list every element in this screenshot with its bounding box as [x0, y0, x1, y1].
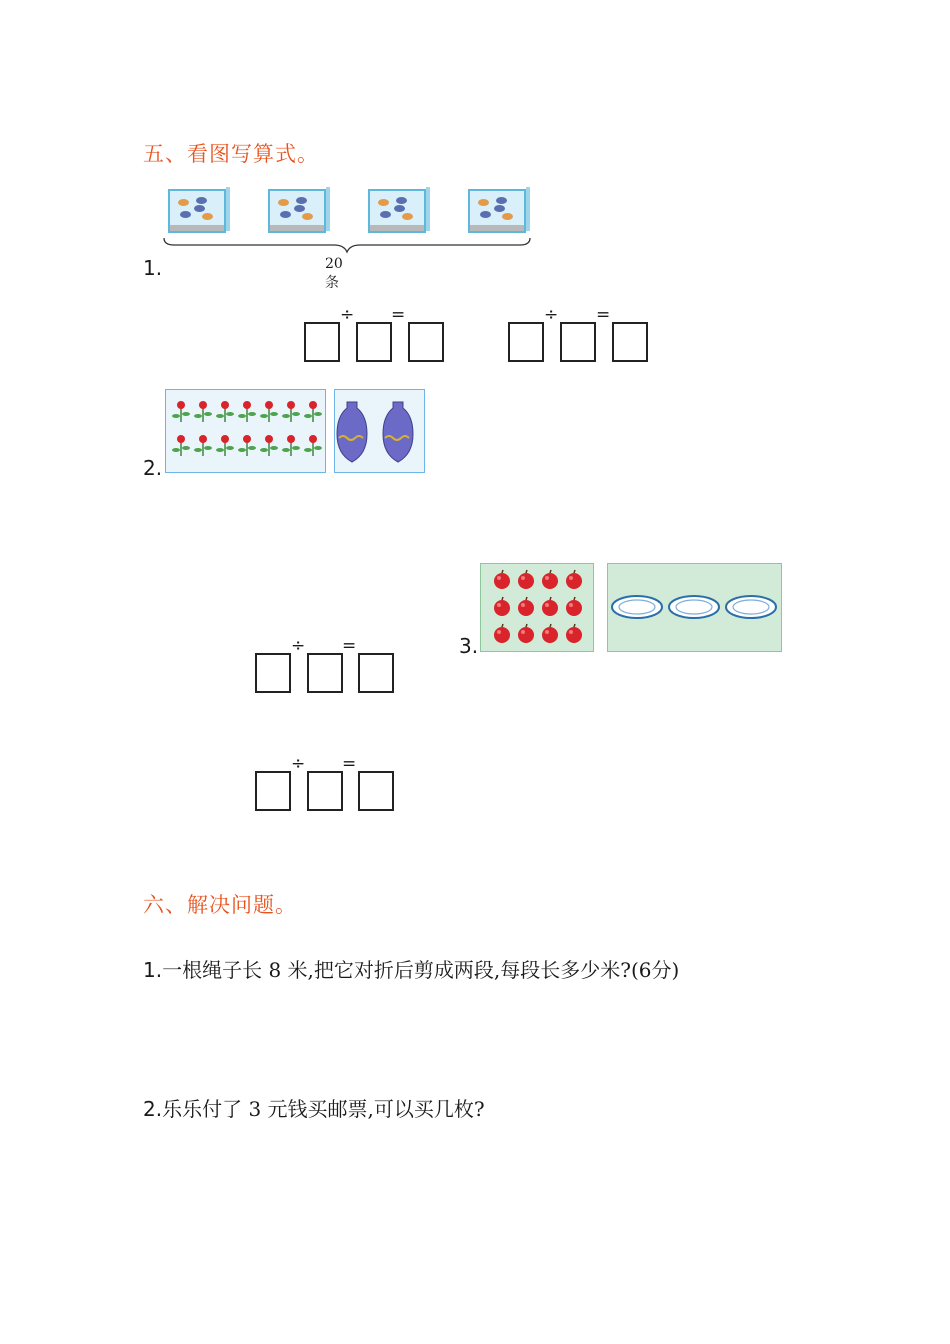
answer-box[interactable]	[612, 322, 648, 362]
problem-1-number: 1.	[143, 958, 163, 982]
equals-sign: =	[596, 305, 611, 325]
answer-box[interactable]	[358, 771, 394, 811]
divide-sign: ÷	[291, 754, 306, 774]
brace-icon	[162, 236, 532, 254]
answer-box[interactable]	[560, 322, 596, 362]
divide-sign: ÷	[291, 636, 306, 656]
q2-number: 2.	[143, 456, 163, 480]
q1-number: 1.	[143, 256, 163, 280]
problem-1	[143, 954, 679, 983]
plate-icon	[608, 564, 781, 651]
apple-icon	[481, 564, 593, 651]
apples-panel	[480, 563, 594, 652]
problem-2-text: 乐乐付了 3 元钱买邮票,可以买几枚?	[162, 1097, 485, 1121]
q3-number: 3.	[459, 634, 479, 658]
fish-tank-icon	[368, 189, 426, 233]
answer-box[interactable]	[304, 322, 340, 362]
fish-tank-icon	[268, 189, 326, 233]
vase-icon	[335, 390, 424, 472]
answer-box[interactable]	[408, 322, 444, 362]
answer-box[interactable]	[255, 653, 291, 693]
answer-box[interactable]	[508, 322, 544, 362]
divide-sign: ÷	[340, 305, 355, 325]
fish-tank-icon	[468, 189, 526, 233]
section6-title: 六、解决问题。	[143, 893, 297, 917]
answer-box[interactable]	[358, 653, 394, 693]
problem-1-text: 一根绳子长 8 米,把它对折后剪成两段,每段长多少米?(6分)	[162, 958, 680, 982]
equals-sign: =	[342, 754, 357, 774]
answer-box[interactable]	[356, 322, 392, 362]
equals-sign: =	[342, 636, 357, 656]
vases-panel	[334, 389, 425, 473]
answer-box[interactable]	[255, 771, 291, 811]
plates-panel	[607, 563, 782, 652]
section5-title: 五、看图写算式。	[143, 142, 319, 166]
fish-tank-icon	[168, 189, 226, 233]
equals-sign: =	[391, 305, 406, 325]
problem-2	[143, 1093, 485, 1122]
answer-box[interactable]	[307, 653, 343, 693]
answer-box[interactable]	[307, 771, 343, 811]
problem-2-number: 2.	[143, 1097, 163, 1121]
roses-panel	[165, 389, 326, 473]
brace-label: 20条	[325, 256, 343, 291]
divide-sign: ÷	[544, 305, 559, 325]
rose-icon	[166, 390, 325, 472]
